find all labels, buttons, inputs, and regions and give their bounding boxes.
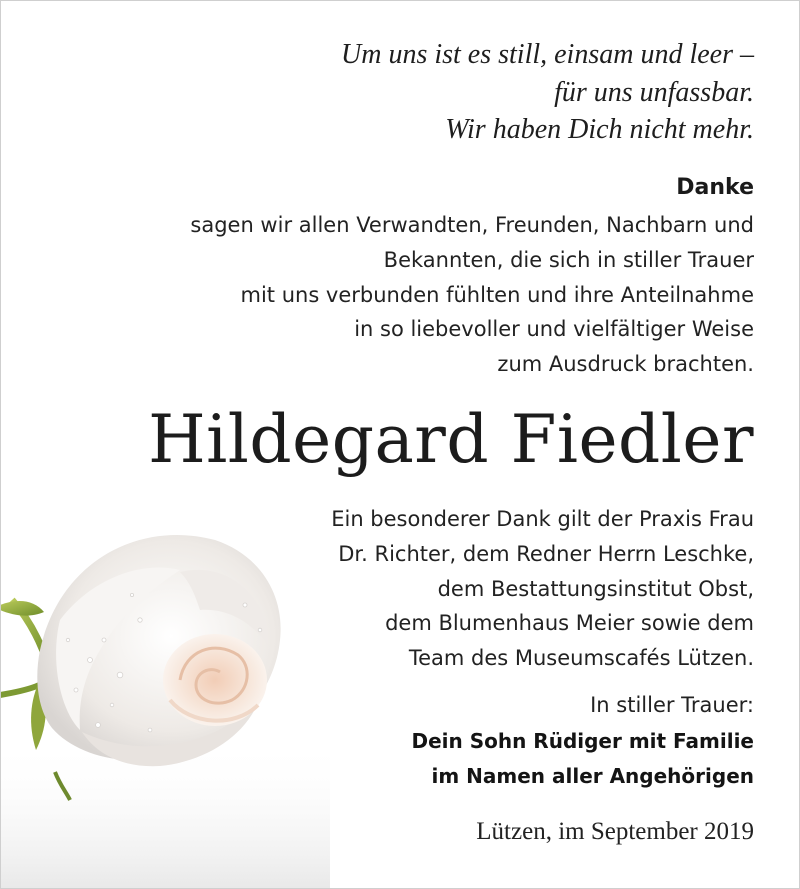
special-thanks-line: dem Bestattungsinstitut Obst, bbox=[437, 576, 754, 601]
thanks-heading: Danke bbox=[676, 175, 754, 200]
special-thanks-text bbox=[331, 502, 754, 676]
place-date: Lützen, im September 2019 bbox=[476, 818, 754, 845]
thanks-line: Bekannten, die sich in stiller Trauer bbox=[383, 247, 754, 272]
special-thanks-line: dem Blumenhaus Meier sowie dem bbox=[385, 611, 754, 636]
special-thanks-line: Ein besonderer Dank gilt der Praxis Frau bbox=[331, 507, 754, 531]
thanks-line: mit uns verbunden fühlten und ihre Anteilnahme bbox=[240, 282, 754, 307]
mourning-label: In stiller Trauer: bbox=[590, 693, 754, 717]
poem-line: Um uns ist es still, einsam und leer – bbox=[341, 39, 754, 70]
deceased-name: Hildegard Fiedler bbox=[148, 401, 754, 478]
poem-line: für uns unfassbar. bbox=[554, 76, 754, 108]
thanks-line: zum Ausdruck brachten. bbox=[497, 352, 754, 377]
thanks-line: sagen wir allen Verwandten, Freunden, Nachbarn und bbox=[190, 213, 754, 237]
special-thanks-line: Team des Museumscafés Lützen. bbox=[408, 646, 754, 671]
signer-line: im Namen aller Angehörigen bbox=[431, 764, 754, 788]
poem-line: Wir haben Dich nicht mehr. bbox=[445, 114, 754, 145]
signer-line: Dein Sohn Rüdiger mit Familie bbox=[411, 729, 754, 753]
white-rose-icon bbox=[0, 500, 330, 889]
signers bbox=[412, 724, 755, 794]
poem-verse bbox=[341, 36, 754, 149]
thanks-text bbox=[190, 208, 754, 382]
special-thanks-line: Dr. Richter, dem Redner Herrn Leschke, bbox=[338, 541, 754, 566]
thanks-line: in so liebevoller und vielfältiger Weise bbox=[354, 317, 754, 342]
